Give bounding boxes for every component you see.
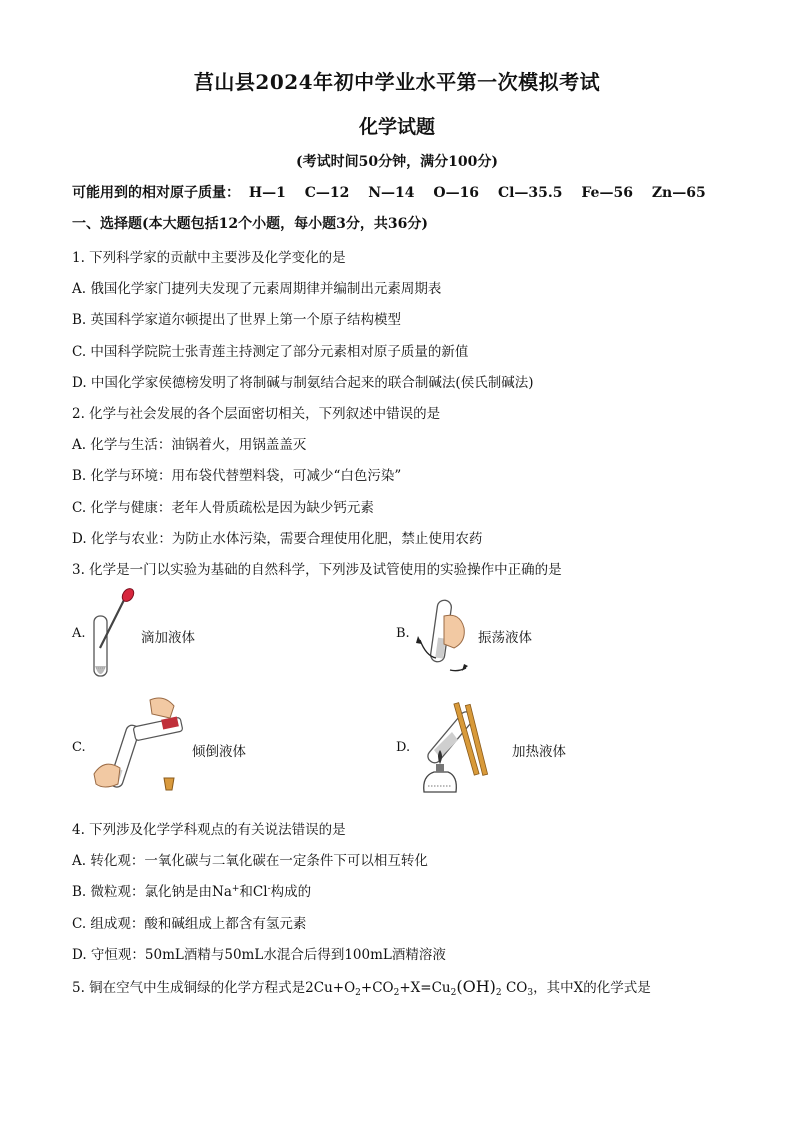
atomic-masses-label: 可能用到的相对原子质量： [72, 185, 240, 201]
o2-subscript: 2 [355, 988, 361, 998]
equation-co3: CO [505, 980, 528, 996]
equation-x: +X=Cu [399, 980, 451, 996]
atomic-mass-item: N—14 [368, 185, 415, 201]
question-1-option-b: B. 英国科学家道尔顿提出了世界上第一个原子结构模型 [72, 312, 402, 328]
atomic-mass-item: Fe—56 [581, 185, 633, 201]
question-5-stem [72, 976, 651, 998]
atomic-mass-item: Cl—35.5 [497, 185, 563, 201]
question-3-option-c-text: 倾倒液体 [192, 744, 246, 760]
option-b-mid: 和Cl [239, 884, 268, 900]
pouring-liquid-illustration [90, 694, 190, 800]
question-2-option-d: D. 化学与农业：为防止水体污染，需要合理使用化肥，禁止使用农药 [72, 531, 483, 547]
section-title: 一、选择题(本大题包括12个小题，每小题3分，共36分) [72, 216, 428, 232]
equation-prefix: 5. 铜在空气中生成铜绿的化学方程式是2Cu+O [72, 980, 356, 996]
question-3-option-c-letter: C. [72, 740, 86, 755]
question-3-option-d-letter: D. [396, 740, 411, 755]
question-2-stem: 2. 化学与社会发展的各个层面密切相关，下列叙述中错误的是 [72, 406, 441, 422]
option-b-suffix: 构成的 [270, 884, 312, 900]
question-4-stem: 4. 下列涉及化学学科观点的有关说法错误的是 [72, 822, 346, 838]
chloride-charge: - [267, 884, 271, 894]
equation-oh: (OH) [456, 977, 496, 996]
oh-subscript: 2 [495, 988, 502, 998]
question-3-stem: 3. 化学是一门以实验为基础的自然科学，下列涉及试管使用的实验操作中正确的是 [72, 562, 562, 578]
question-3-option-b-text: 振荡液体 [478, 630, 532, 646]
shaking-tube-illustration [414, 598, 474, 680]
co3-subscript: 3 [527, 988, 534, 998]
question-1-option-a: A. 俄国化学家门捷列夫发现了元素周期律并编制出元素周期表 [72, 281, 442, 297]
cu-subscript: 2 [450, 988, 457, 998]
co2-subscript: 2 [393, 988, 400, 998]
equation-co2: +CO [360, 980, 394, 996]
exam-info: (考试时间50分钟，满分100分) [296, 154, 498, 170]
question-1-stem: 1. 下列科学家的贡献中主要涉及化学变化的是 [72, 250, 346, 266]
atomic-masses [72, 182, 720, 202]
question-3-option-a-text: 滴加液体 [141, 630, 195, 646]
question-2-option-a: A. 化学与生活：油锅着火，用锅盖盖灭 [72, 437, 307, 453]
question-4-option-d: D. 守恒观：50mL酒精与50mL水混合后得到100mL酒精溶液 [72, 947, 446, 963]
question-3-option-d-text: 加热液体 [512, 744, 566, 760]
heating-liquid-illustration [412, 696, 502, 802]
question-4-option-c: C. 组成观：酸和碱组成上都含有氢元素 [72, 916, 307, 932]
question-4-option-a: A. 转化观：一氧化碳与二氧化碳在一定条件下可以相互转化 [72, 853, 428, 869]
question-3-option-a-letter: A. [72, 626, 86, 641]
atomic-mass-item: Zn—65 [651, 185, 706, 201]
dropper-into-tube-illustration [88, 588, 138, 688]
atomic-mass-item: O—16 [433, 185, 480, 201]
sodium-charge: + [231, 884, 240, 894]
question-2-option-b: B. 化学与环境：用布袋代替塑料袋，可减少“白色污染” [72, 468, 402, 484]
exam-title: 莒山县2024年初中学业水平第一次模拟考试 [193, 70, 601, 94]
question-1-option-d: D. 中国化学家侯德榜发明了将制碱与制氨结合起来的联合制碱法(侯氏制碱法) [72, 375, 534, 391]
atomic-mass-item: C—12 [304, 185, 350, 201]
exam-subtitle: 化学试题 [358, 116, 435, 138]
equation-suffix: ，其中X的化学式是 [533, 980, 651, 996]
atomic-mass-item: H—1 [248, 185, 286, 201]
question-2-option-c: C. 化学与健康：老年人骨质疏松是因为缺少钙元素 [72, 500, 374, 516]
question-1-option-c: C. 中国科学院院士张青莲主持测定了部分元素相对原子质量的新值 [72, 344, 469, 360]
question-4-option-b [72, 880, 311, 900]
question-3-option-b-letter: B. [396, 626, 410, 641]
option-b-prefix: B. 微粒观：氯化钠是由Na [72, 884, 232, 900]
